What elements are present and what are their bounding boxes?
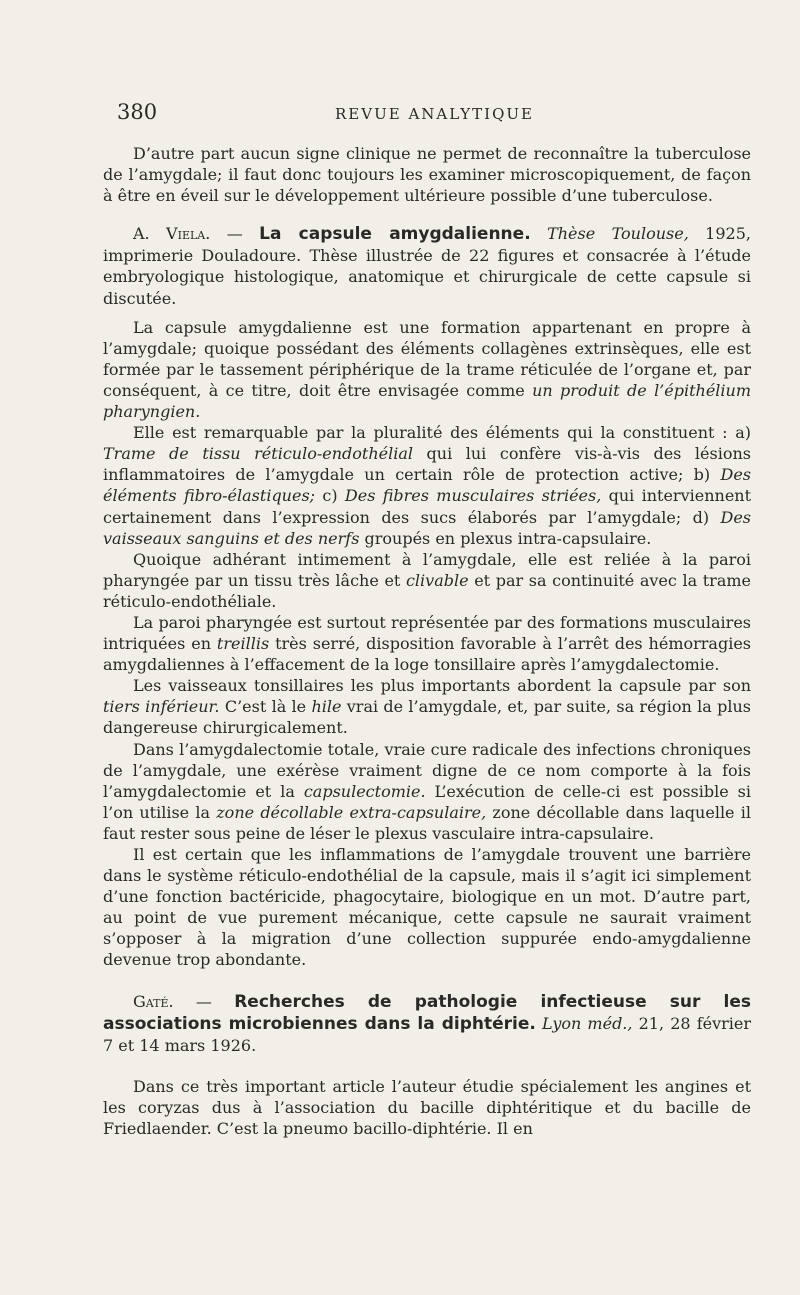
article1-source-rest: 1925, imprimerie Douladoure. Thèse illustrée de 22 figures et consacrée à l’étude embryologique histologique, anatomique et chirurgicale de cette capsule si discutée. <box>103 224 751 308</box>
text-run: La capsule amygdalienne est une formation appartenant en propre à l’amygdale; quoique possédant des éléments collagènes extrinsèques, elle est formée par le tassement périphérique de la trame réticulée de l’organe et, par conséquent, à ce titre, doit être envisagée comme <box>103 317 751 400</box>
italic-run: Des vaisseaux sanguins et des nerfs <box>103 507 751 548</box>
text-run: très serré, disposition favorable à l’arrêt des hémorragies amygdaliennes à l’effacement de la loge tonsillaire après l’amygdalectomie. <box>103 634 752 675</box>
article1-paragraph-2 <box>103 422 751 549</box>
article2-source-rest: 21, 28 février 7 et 14 mars 1926. <box>103 1013 751 1055</box>
article1-author: A. Viela. <box>133 224 211 244</box>
article1-paragraph-1 <box>103 317 751 422</box>
text-run: Les vaisseaux tonsillaires les plus importants abordent la capsule par son <box>133 676 751 696</box>
text-run: L’exécution de celle-ci est possible si l’on utilise la <box>103 781 751 822</box>
text-run: et par sa continuité avec la trame réticulo-endothéliale. <box>103 570 752 611</box>
article1-dash: — <box>226 224 243 244</box>
article2-title: Recherches de pathologie infectieuse sur les associations microbiennes dans la diphtérie. <box>103 991 751 1034</box>
italic-run: Des éléments fibro-élastiques; <box>103 465 751 506</box>
article1-paragraph-7: Il est certain que les inflammations de l’amygdale trouvent une barrière dans le système réticulo-endothélial de la capsule, mais il s’agit ici simplement d’une fonction bactéricide, phagocytaire, biologique en un mot. D’autre part, au point de vue purement mécanique, cette capsule ne saurait vraiment s’opposer à la migration d’une collection suppurée endo-amygdalienne devenue trop abondante. <box>103 845 751 970</box>
text-run: Quoique adhérant intimement à l’amygdale, elle est reliée à la paroi pharyngée par un tissu très lâche et <box>103 549 751 590</box>
text-run: vrai de l’amygdale, et, par suite, sa région la plus dangereuse chirurgicalement. <box>103 697 751 738</box>
text-run: Dans l’amygdalectomie totale, vraie cure radicale des infections chroniques de l’amygdale, une exérèse vraiment digne de ce nom comporte à la fois l’amygdalectomie et la <box>103 739 751 801</box>
italic-run: Trame de tissu réticulo-endothélial <box>103 444 413 464</box>
article1-source: Thèse Toulouse, <box>547 224 689 244</box>
article2-dash: — <box>195 991 212 1011</box>
article2-paragraph-1: Dans ce très important article l’auteur étudie spécialement les angines et les coryzas dus à l’association du bacille diphtéritique et du bacille de Friedlaender. C’est la pneumo bacillo-diphtérie. Il en <box>103 1076 751 1139</box>
article2-author: Gaté. <box>133 991 174 1011</box>
article1-paragraph-3 <box>103 549 751 612</box>
italic-run: Des fibres musculaires striées, <box>344 486 602 506</box>
article1-paragraph-4 <box>103 612 751 675</box>
running-title: REVUE ANALYTIQUE <box>335 105 534 123</box>
italic-run: treillis <box>216 634 270 654</box>
italic-run: hile <box>311 697 342 717</box>
article1-heading <box>103 223 751 308</box>
article1-paragraph-6 <box>103 739 751 844</box>
text-run: La paroi pharyngée est surtout représentée par des formations musculaires intriquées en <box>103 612 751 654</box>
text-run: groupés en plexus intra-capsulaire. <box>359 528 652 548</box>
text-run: qui lui confère vis-à-vis des lésions inflammatoires de l’amygdale un certain rôle de protection active; b) <box>103 444 751 485</box>
page-number: 380 <box>117 100 158 124</box>
page-body <box>103 143 751 1139</box>
intro-paragraph: D’autre part aucun signe clinique ne permet de reconnaître la tuberculose de l’amygdale; il faut donc toujours les examiner microscopiquement, de façon à être en éveil sur le développement ultérieure possible d’une tuberculose. <box>103 144 751 206</box>
text-run: Elle est remarquable par la pluralité des éléments qui la constituent : a) <box>133 423 751 443</box>
italic-run: un produit de l’épithélium pharyngien. <box>103 380 752 422</box>
page-header <box>117 100 752 128</box>
text-run: c) <box>315 486 345 506</box>
italic-run: tiers inférieur. <box>103 697 220 717</box>
text-run: qui interviennent certainement dans l’expression des sucs élaborés par l’amygdale; d) <box>103 486 752 527</box>
article2-source: Lyon méd., <box>541 1013 633 1033</box>
article1-title: La capsule amygdalienne. <box>259 224 531 245</box>
italic-run: zone décollable extra-capsulaire, <box>216 802 487 822</box>
text-run: C’est là le <box>219 697 312 717</box>
article2-heading <box>103 991 751 1056</box>
italic-run: capsulectomie. <box>303 781 426 801</box>
article1-paragraph-5 <box>103 675 751 738</box>
italic-run: clivable <box>405 570 469 590</box>
text-run: zone décollable dans laquelle il faut rester sous peine de léser le plexus vasculaire intra-capsulaire. <box>103 802 751 843</box>
